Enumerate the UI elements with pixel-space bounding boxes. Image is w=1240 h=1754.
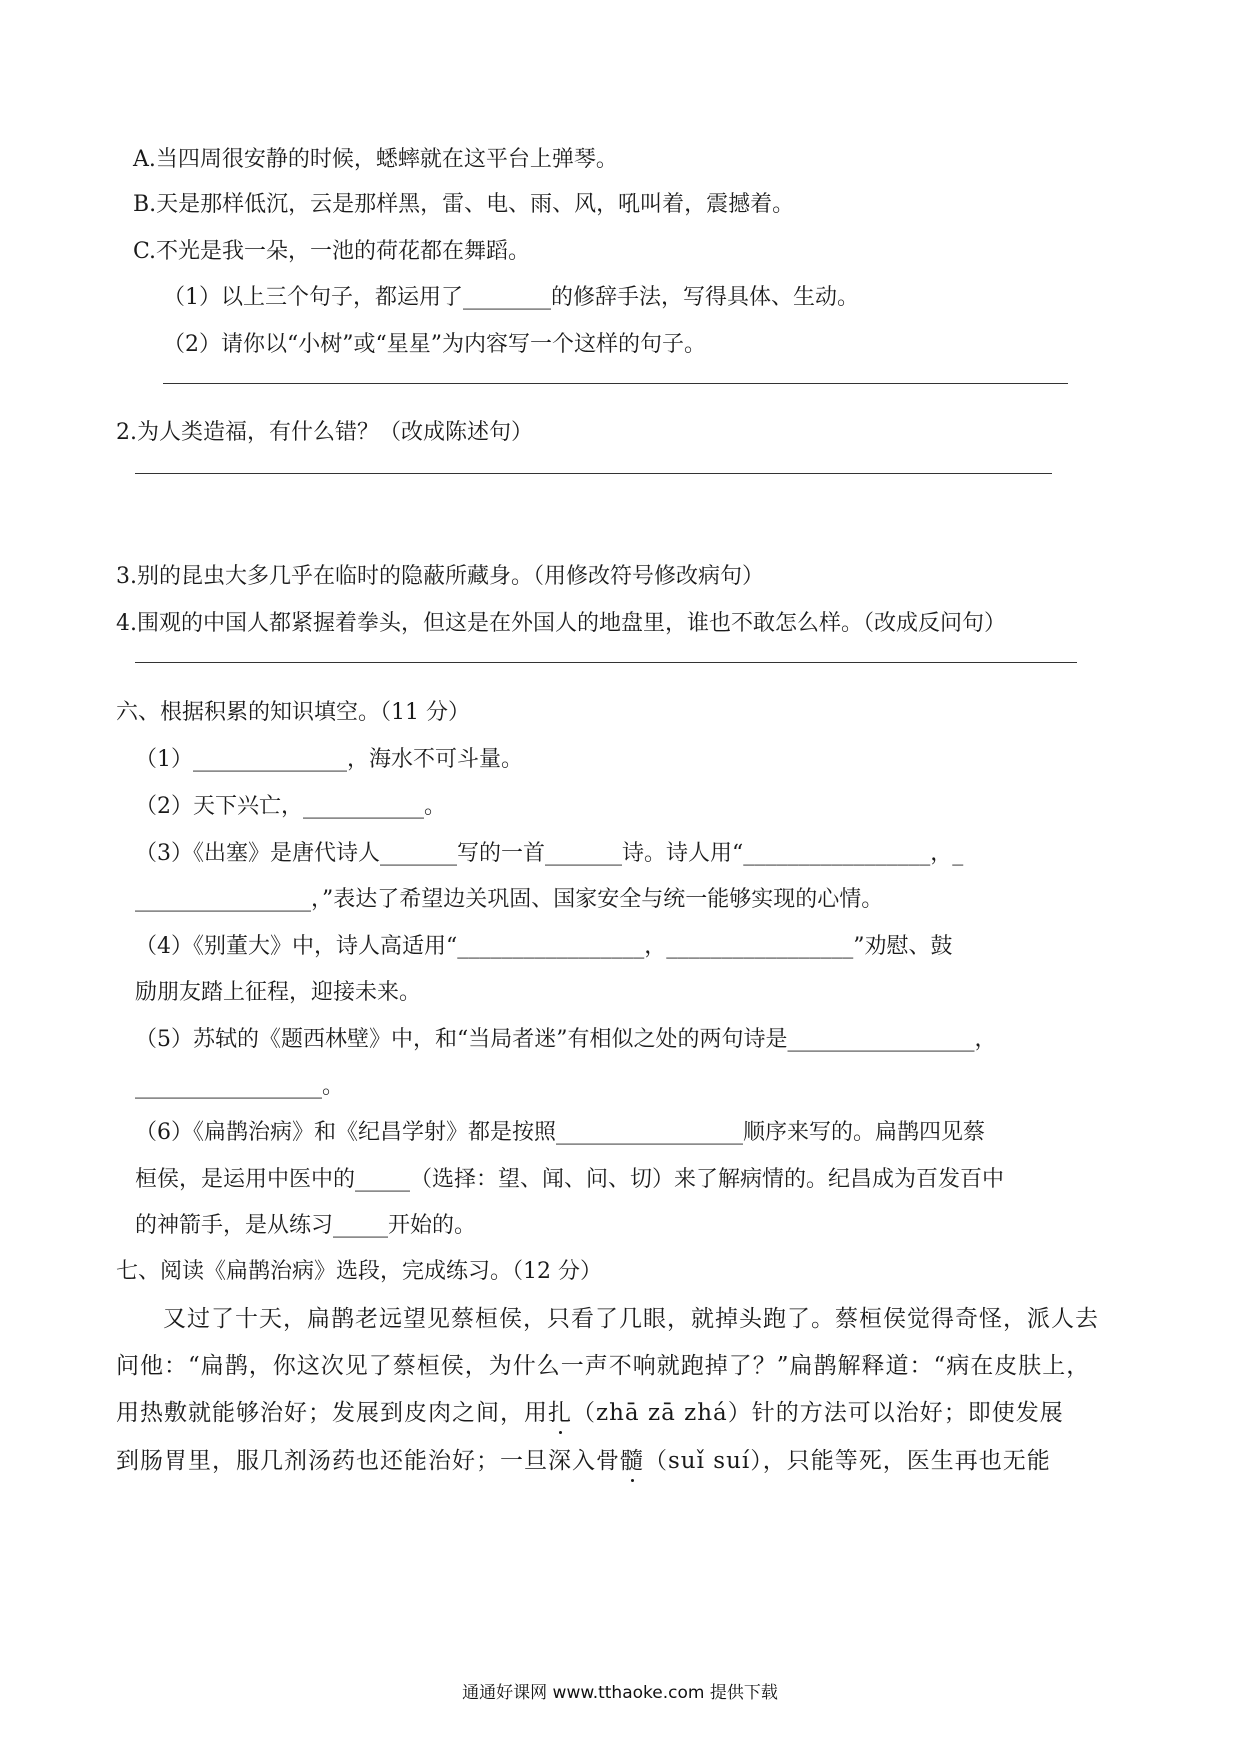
fill-item-4-cont: 励朋友踏上征程，迎接未来。 bbox=[135, 980, 422, 1005]
passage-text: 到肠胃里，服几剂汤药也还能治好；一旦深入骨 bbox=[116, 1448, 620, 1474]
passage-text: （suǐ suí），只能等死，医生再也无能 bbox=[644, 1448, 1051, 1474]
emphasis-char: 髓 bbox=[620, 1448, 644, 1474]
fill-item-3-cont: ________________，”表达了希望边关巩固、国家安全与统一能够实现的心情。 bbox=[135, 887, 884, 912]
emphasis-char: 扎 bbox=[548, 1400, 572, 1426]
page-footer: 通通好课网 www.tthaoke.com 提供下载 bbox=[462, 1683, 778, 1703]
passage-text: 用热敷就能够治好；发展到皮肉之间，用 bbox=[116, 1400, 548, 1426]
fill-item-5: （5）苏轼的《题西林壁》中，和“当局者迷”有相似之处的两句诗是_________________， bbox=[135, 1027, 997, 1052]
fill-item-6: （6）《扁鹊治病》和《纪昌学射》都是按照_________________顺序来写的。扁鹊四见蔡 bbox=[135, 1120, 985, 1145]
fill-item-4: （4）《别董大》中，诗人高适用“_________________，_________________”劝慰、鼓 bbox=[135, 934, 953, 959]
fill-item-6-cont2: 的神箭手，是从练习_____开始的。 bbox=[135, 1213, 477, 1238]
passage-line-3 bbox=[116, 1398, 1064, 1428]
fill-item-3: （3）《出塞》是唐代诗人_______写的一首_______诗。诗人用“_________________，_ bbox=[135, 841, 964, 866]
question-4: 4.围观的中国人都紧握着拳头，但这是在外国人的地盘里，谁也不敢怎么样。（改成反问句） bbox=[116, 611, 1006, 636]
section-7-heading: 七、阅读《扁鹊治病》选段，完成练习。（12 分） bbox=[116, 1259, 602, 1284]
passage-line-2: 问他：“扁鹊，你这次见了蔡桓侯，为什么一声不响就跑掉了？”扁鹊解释道：“病在皮肤上， bbox=[116, 1353, 1091, 1379]
question-3: 3.别的昆虫大多几乎在临时的隐蔽所藏身。（用修改符号修改病句） bbox=[116, 564, 764, 589]
sub-question-2: （2）请你以“小树”或“星星”为内容写一个这样的句子。 bbox=[163, 332, 706, 357]
answer-line[interactable] bbox=[135, 473, 1052, 474]
fill-item-6-cont: 桓侯，是运用中医中的_____（选择：望、闻、问、切）来了解病情的。纪昌成为百发百中 bbox=[135, 1167, 1005, 1192]
answer-line[interactable] bbox=[163, 383, 1068, 384]
fill-item-5-cont: _________________。 bbox=[135, 1074, 345, 1099]
passage-line-4 bbox=[116, 1446, 1051, 1476]
fill-item-2: （2）天下兴亡，___________。 bbox=[135, 794, 446, 819]
option-a: A.当四周很安静的时候，蟋蟀就在这平台上弹琴。 bbox=[133, 147, 618, 172]
answer-line[interactable] bbox=[135, 662, 1077, 663]
option-c: C.不光是我一朵，一池的荷花都在舞蹈。 bbox=[133, 239, 531, 264]
question-2: 2.为人类造福，有什么错？（改成陈述句） bbox=[116, 420, 533, 445]
section-6-heading: 六、根据积累的知识填空。（11 分） bbox=[116, 700, 470, 725]
sub-question-1: （1）以上三个句子，都运用了________的修辞手法，写得具体、生动。 bbox=[163, 285, 859, 310]
passage-line-1: 又过了十天，扁鹊老远望见蔡桓侯，只看了几眼，就掉头跑了。蔡桓侯觉得奇怪，派人去 bbox=[163, 1306, 1099, 1332]
passage-text: （zhā zā zhá）针的方法可以治好；即使发展 bbox=[572, 1400, 1064, 1426]
option-b: B.天是那样低沉，云是那样黑，雷、电、雨、风，吼叫着，震撼着。 bbox=[133, 192, 795, 217]
fill-item-1: （1）______________，海水不可斗量。 bbox=[135, 747, 523, 772]
